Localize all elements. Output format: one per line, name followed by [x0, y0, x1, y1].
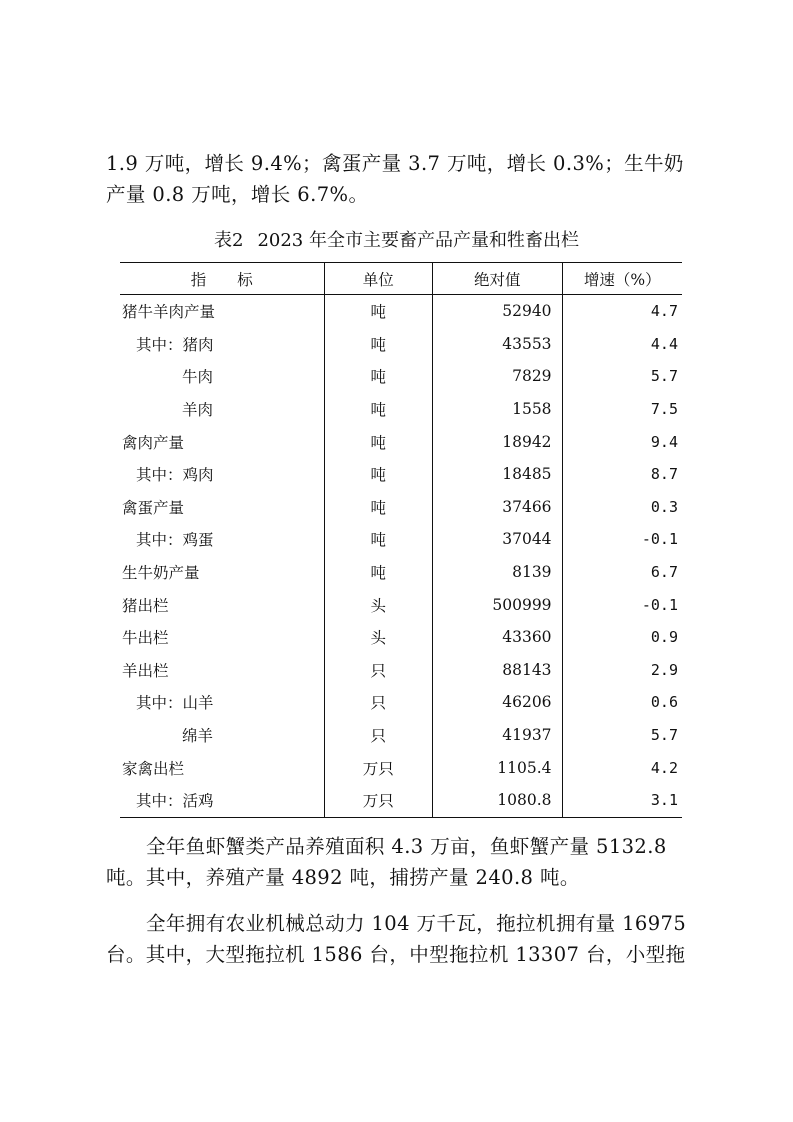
- row-value: 18942: [432, 425, 562, 458]
- row-unit: 吨: [324, 295, 432, 328]
- header-unit: 单位: [324, 263, 432, 295]
- row-indicator: 禽肉产量: [122, 433, 185, 452]
- table-caption: [0, 228, 793, 254]
- row-value: 18485: [432, 458, 562, 491]
- row-growth: -0.1: [562, 523, 682, 556]
- header-absolute-value: 绝对值: [432, 263, 562, 295]
- row-growth: 4.7: [562, 295, 682, 328]
- header-growth-rate: 增速（%）: [562, 263, 682, 295]
- row-unit: 吨: [324, 393, 432, 426]
- row-unit: 吨: [324, 458, 432, 491]
- paragraph-line: 台。其中，大型拖拉机 1586 台，中型拖拉机 13307 台，小型拖: [106, 943, 686, 966]
- row-value: 1080.8: [432, 784, 562, 817]
- table-row: [120, 686, 682, 719]
- row-growth: 0.6: [562, 686, 682, 719]
- table-row: [120, 491, 682, 524]
- table-row: [120, 360, 682, 393]
- row-growth: 2.9: [562, 654, 682, 687]
- row-unit: 头: [324, 621, 432, 654]
- row-indicator: 其中：鸡蛋: [136, 531, 214, 550]
- row-growth: 0.9: [562, 621, 682, 654]
- row-indicator: 牛出栏: [122, 629, 169, 648]
- table-caption-number: 表2: [214, 230, 244, 251]
- paragraph-line: 吨。其中，养殖产量 4892 吨，捕捞产量 240.8 吨。: [106, 866, 580, 889]
- row-growth: -0.1: [562, 588, 682, 621]
- table-row: [120, 621, 682, 654]
- row-unit: 吨: [324, 556, 432, 589]
- paragraph-line: 全年拥有农业机械总动力 104 万千瓦，拖拉机拥有量 16975: [146, 912, 687, 935]
- row-value: 37044: [432, 523, 562, 556]
- row-indicator: 家禽出栏: [122, 759, 185, 778]
- table-row: [120, 719, 682, 752]
- row-value: 37466: [432, 491, 562, 524]
- paragraph-line: 全年鱼虾蟹类产品养殖面积 4.3 万亩，鱼虾蟹产量 5132.8: [146, 835, 667, 858]
- row-unit: 吨: [324, 328, 432, 361]
- table-row: [120, 654, 682, 687]
- row-indicator: 禽蛋产量: [122, 498, 185, 517]
- paragraph-aquaculture: [106, 831, 706, 893]
- row-value: 52940: [432, 295, 562, 328]
- livestock-products-table: [120, 262, 682, 818]
- table-row: [120, 328, 682, 361]
- row-growth: 0.3: [562, 491, 682, 524]
- row-indicator: 羊出栏: [122, 661, 169, 680]
- row-value: 41937: [432, 719, 562, 752]
- table-row: [120, 588, 682, 621]
- row-unit: 吨: [324, 425, 432, 458]
- paragraph-line: 产量 0.8 万吨，增长 6.7%。: [106, 183, 369, 206]
- row-indicator: 其中：猪肉: [136, 335, 214, 354]
- row-growth: 3.1: [562, 784, 682, 817]
- row-unit: 万只: [324, 784, 432, 817]
- row-indicator: 其中：活鸡: [120, 784, 324, 817]
- row-value: 8139: [432, 556, 562, 589]
- row-indicator: 生牛奶产量: [122, 564, 200, 583]
- table-row: [120, 458, 682, 491]
- row-value: 88143: [432, 654, 562, 687]
- row-indicator: 猪牛羊肉产量: [122, 303, 216, 322]
- row-unit: 吨: [324, 523, 432, 556]
- row-value: 43360: [432, 621, 562, 654]
- row-value: 1105.4: [432, 751, 562, 784]
- row-unit: 吨: [324, 360, 432, 393]
- row-unit: 只: [324, 686, 432, 719]
- table-row: [120, 784, 682, 817]
- table-caption-title: 2023 年全市主要畜产品产量和牲畜出栏: [257, 230, 579, 251]
- row-growth: 5.7: [562, 719, 682, 752]
- row-indicator: 牛肉: [182, 368, 214, 387]
- row-growth: 8.7: [562, 458, 682, 491]
- row-growth: 7.5: [562, 393, 682, 426]
- row-indicator: 其中：鸡肉: [136, 466, 214, 485]
- row-growth: 9.4: [562, 425, 682, 458]
- row-value: 500999: [432, 588, 562, 621]
- table-row: [120, 556, 682, 589]
- table-row: [120, 295, 682, 328]
- row-value: 1558: [432, 393, 562, 426]
- header-indicator: 指 标: [190, 270, 253, 289]
- row-value: 7829: [432, 360, 562, 393]
- row-indicator: 绵羊: [182, 727, 214, 746]
- row-unit: 头: [324, 588, 432, 621]
- table-row: [120, 523, 682, 556]
- row-unit: 只: [324, 719, 432, 752]
- row-unit: 只: [324, 654, 432, 687]
- row-unit: 万只: [324, 751, 432, 784]
- row-indicator: 其中：山羊: [136, 694, 214, 713]
- row-growth: 6.7: [562, 556, 682, 589]
- row-value: 43553: [432, 328, 562, 361]
- row-value: 46206: [432, 686, 562, 719]
- table-row: [120, 393, 682, 426]
- paragraph-agricultural-machinery: [106, 908, 706, 970]
- row-indicator: 羊肉: [182, 401, 214, 420]
- paragraph-livestock-summary: [106, 148, 706, 210]
- table-row: [120, 751, 682, 784]
- row-indicator: 猪出栏: [122, 596, 169, 615]
- table-header-row: [120, 263, 682, 295]
- table-row: [120, 425, 682, 458]
- row-growth: 5.7: [562, 360, 682, 393]
- row-growth: 4.2: [562, 751, 682, 784]
- row-growth: 4.4: [562, 328, 682, 361]
- paragraph-line: 1.9 万吨，增长 9.4%；禽蛋产量 3.7 万吨，增长 0.3%；生牛奶: [106, 152, 684, 175]
- row-unit: 吨: [324, 491, 432, 524]
